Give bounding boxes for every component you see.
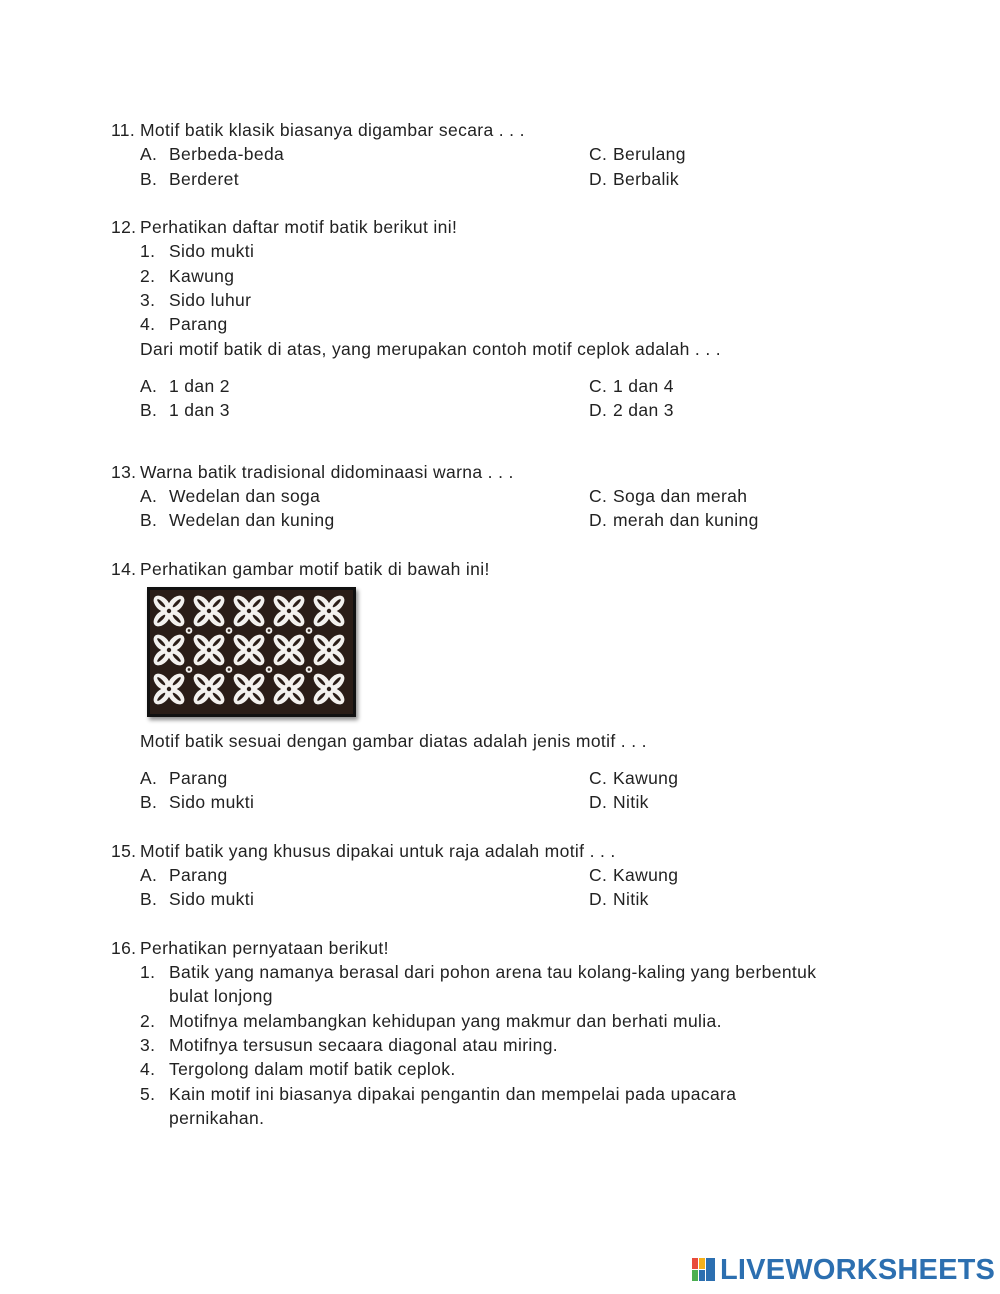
option-text: Wedelan dan kuning <box>169 510 335 530</box>
option-text: Wedelan dan soga <box>169 486 321 506</box>
option-text: Sido mukti <box>169 792 255 812</box>
kawung-dot <box>186 627 193 634</box>
option-label: B. <box>140 169 158 189</box>
option-label: D. <box>589 400 608 420</box>
list-number: 5. <box>140 1084 156 1104</box>
list-number: 4. <box>140 1059 156 1079</box>
kawung-dot <box>226 666 233 673</box>
option-text: Sido mukti <box>169 889 255 909</box>
option-text: 1 dan 3 <box>169 400 230 420</box>
option-text: Kawung <box>613 865 679 885</box>
option-label: D. <box>589 792 608 812</box>
question-number: 16. <box>111 938 137 958</box>
option-label: B. <box>140 400 158 420</box>
option-text: merah dan kuning <box>613 510 759 530</box>
liveworksheets-badge-icon <box>692 1258 718 1282</box>
option-label: D. <box>589 889 608 909</box>
question-number: 11. <box>111 120 136 140</box>
list-number: 3. <box>140 1035 156 1055</box>
list-number: 1. <box>140 962 156 982</box>
list-number: 1. <box>140 241 156 261</box>
list-text: Tergolong dalam motif batik ceplok. <box>169 1059 456 1079</box>
list-number: 3. <box>140 290 156 310</box>
prompt-text: Dari motif batik di atas, yang merupakan contoh motif ceplok adalah . . . <box>140 339 721 359</box>
list-number: 4. <box>140 314 156 334</box>
kawung-dot <box>226 627 233 634</box>
option-label: B. <box>140 510 158 530</box>
list-text: Kawung <box>169 266 235 286</box>
option-text: Nitik <box>613 792 649 812</box>
list-text: bulat lonjong <box>169 986 273 1006</box>
prompt-text: Motif batik sesuai dengan gambar diatas adalah jenis motif . . . <box>140 731 647 751</box>
option-text: Kawung <box>613 768 679 788</box>
option-label: B. <box>140 889 158 909</box>
option-text: Berbalik <box>613 169 680 189</box>
list-text: Parang <box>169 314 228 334</box>
option-label: D. <box>589 169 608 189</box>
option-label: A. <box>140 768 158 788</box>
list-number: 2. <box>140 266 156 286</box>
list-text: pernikahan. <box>169 1108 265 1128</box>
question-text: Motif batik yang khusus dipakai untuk raja adalah motif . . . <box>140 841 616 861</box>
kawung-dot <box>306 666 313 673</box>
option-label: A. <box>140 865 158 885</box>
option-label: C. <box>589 144 608 164</box>
list-text: Kain motif ini biasanya dipakai pengantin dan mempelai pada upacara <box>169 1084 737 1104</box>
question-text: Motif batik klasik biasanya digambar secara . . . <box>140 120 525 140</box>
option-text: 2 dan 3 <box>613 400 674 420</box>
option-text: Parang <box>169 768 228 788</box>
question-text: Perhatikan daftar motif batik berikut ini! <box>140 217 458 237</box>
option-label: C. <box>589 768 608 788</box>
option-label: A. <box>140 486 158 506</box>
option-label: B. <box>140 792 158 812</box>
option-text: Nitik <box>613 889 649 909</box>
question-number: 13. <box>111 462 137 482</box>
question-text: Perhatikan pernyataan berikut! <box>140 938 389 958</box>
option-text: Soga dan merah <box>613 486 748 506</box>
option-label: D. <box>589 510 608 530</box>
liveworksheets-logo[interactable] <box>692 1256 995 1284</box>
list-text: Motifnya tersusun secaara diagonal atau miring. <box>169 1035 559 1055</box>
option-text: 1 dan 2 <box>169 376 230 396</box>
kawung-batik-image <box>147 587 356 717</box>
question-text: Perhatikan gambar motif batik di bawah ini! <box>140 559 490 579</box>
option-text: Berderet <box>169 169 239 189</box>
kawung-dot <box>186 666 193 673</box>
option-label: A. <box>140 376 158 396</box>
option-label: C. <box>589 376 608 396</box>
list-text: Sido luhur <box>169 290 252 310</box>
question-number: 14. <box>111 559 137 579</box>
option-text: Parang <box>169 865 228 885</box>
option-label: C. <box>589 486 608 506</box>
option-label: A. <box>140 144 158 164</box>
question-number: 15. <box>111 841 137 861</box>
list-number: 2. <box>140 1011 156 1031</box>
option-text: 1 dan 4 <box>613 376 674 396</box>
option-text: Berbeda-beda <box>169 144 285 164</box>
list-text: Batik yang namanya berasal dari pohon arena tau kolang-kaling yang berbentuk <box>169 962 817 982</box>
kawung-dot <box>266 666 273 673</box>
list-text: Sido mukti <box>169 241 255 261</box>
option-label: C. <box>589 865 608 885</box>
list-text: Motifnya melambangkan kehidupan yang makmur dan berhati mulia. <box>169 1011 722 1031</box>
kawung-dot <box>266 627 273 634</box>
kawung-dot <box>306 627 313 634</box>
question-text: Warna batik tradisional didominaasi warna . . . <box>140 462 514 482</box>
option-text: Berulang <box>613 144 686 164</box>
logo-text: LIVEWORKSHEETS <box>720 1254 996 1286</box>
question-number: 12. <box>111 217 137 237</box>
